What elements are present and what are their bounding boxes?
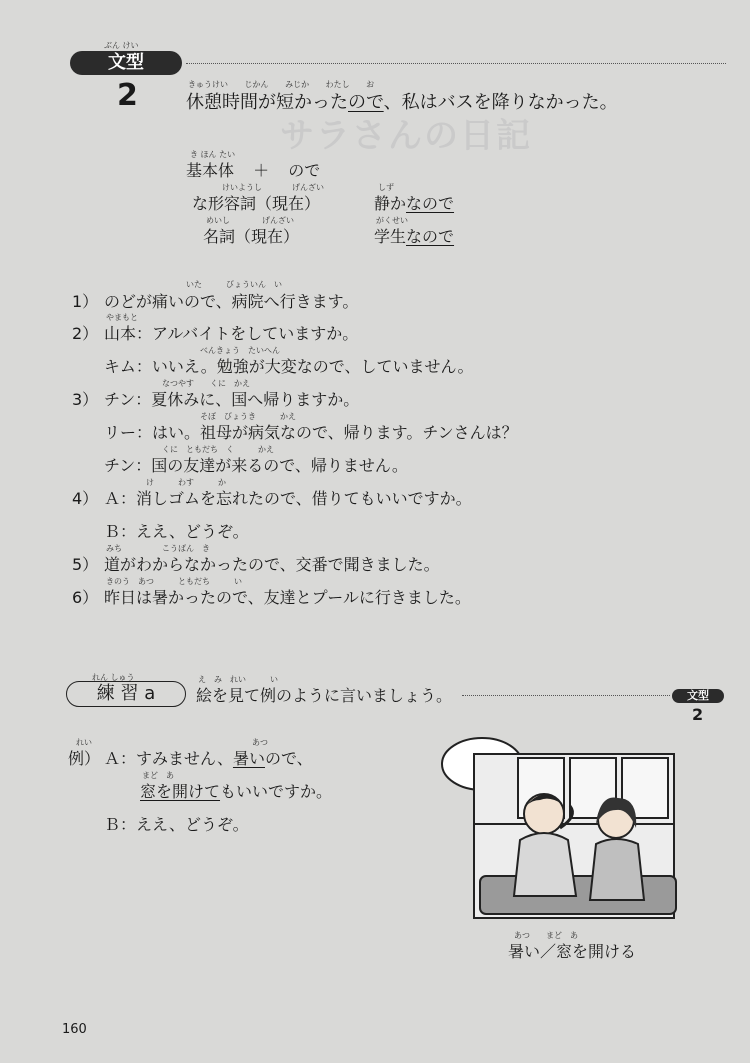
caption-ruby: あつ まど あ [514, 931, 578, 940]
noun-ruby: めいし [206, 216, 230, 225]
example-ruby: べんきょう たいへん [200, 346, 280, 355]
pattern-ruby: きゅうけい じかん みじか わたし お [188, 80, 375, 89]
pattern-sentence [186, 88, 618, 114]
pattern-sentence-node: ので [348, 92, 384, 113]
example-text: 道がわからなかったので、交番で聞きました。 [104, 555, 440, 574]
page-number: 160 [62, 1022, 87, 1037]
side-badge: 文型 [672, 689, 724, 703]
practice-instruction: 絵を見て例のように言いましょう。 [196, 686, 453, 705]
na-adj-ruby2: げんざい [292, 183, 324, 192]
rei-line2-text: もいいですか。 [220, 782, 333, 801]
example-num: 5） [72, 555, 99, 574]
grammar-base-ruby: き ほん たい [190, 150, 236, 159]
na-adj-label [192, 191, 320, 214]
na-adj-ruby: けいようし [222, 183, 262, 192]
example-text: 山本：アルバイトをしていますか。 [104, 324, 359, 343]
na-adj-tense: （現在） [256, 194, 321, 213]
example-num: 6） [72, 588, 99, 607]
example-num: 1） [72, 292, 99, 311]
example-text: チン：夏休みに、国へ帰りますか。 [104, 390, 360, 409]
noun-example-ruby: がくせい [376, 216, 408, 225]
section-badge-ruby: ぶん けい [104, 41, 139, 50]
grammar-base-row [186, 158, 320, 181]
example-ruby: くに ともだち く かえ [162, 445, 274, 454]
example-num: 2） [72, 324, 99, 343]
rei-line1-text: ので、 [264, 749, 313, 768]
noun-term: 名詞 [203, 227, 236, 246]
rei-ruby: れい [76, 738, 92, 747]
na-adj-example-ruby: しず [378, 183, 394, 192]
rei-line2-ruby: まど あ [142, 771, 174, 780]
rei-line1-underlined: 暑い [232, 749, 265, 768]
example-ruby: なつやす くに かえ [162, 379, 250, 388]
section-badge: 文型 [70, 51, 182, 75]
rei-line1-ruby: あつ [252, 738, 268, 747]
grammar-plus: ＋ [253, 161, 270, 180]
example-ruby: みち こうばん き [106, 544, 210, 553]
example-text: Ｂ：ええ、どうぞ。 [104, 522, 249, 541]
example-ruby: やまもと [106, 313, 138, 322]
example-text: Ａ：消しゴムを忘れたので、借りてもいいですか。 [104, 489, 472, 508]
grammar-base: 基本体 [186, 161, 235, 180]
man-figure-icon [524, 794, 564, 834]
example-ruby: そぼ びょうき かえ [200, 412, 296, 421]
example-ruby: け わす か [146, 478, 226, 487]
pattern-sentence-part: 、私はバスを降りなかった。 [383, 92, 618, 113]
example-text: 昨日は暑かったので、友達とプールに行きました。 [104, 588, 471, 607]
practice-ruby: れん しゅう [92, 673, 135, 682]
rei-line2 [140, 779, 332, 802]
noun-example-node: なので [406, 227, 455, 246]
rei-line2-underlined: 窓を開けて [140, 782, 221, 801]
practice-label: 練 習 a [66, 681, 186, 707]
example-text: キム：いいえ。勉強が大変なので、していません。 [104, 357, 474, 376]
noun-example [374, 224, 454, 247]
example-num: 3） [72, 390, 99, 409]
example-text: チン：国の友達が来るので、帰りません。 [104, 456, 408, 475]
example-num: 4） [72, 489, 99, 508]
side-badge-number: 2 [692, 705, 704, 724]
pattern-sentence-part: 休憩時間が短かった [186, 92, 348, 113]
example-ruby: きのう あつ ともだち い [106, 577, 242, 586]
practice-instruction-ruby: え み れい い [198, 675, 278, 684]
practice-dotted-rule [462, 695, 670, 696]
section-dotted-rule [186, 63, 726, 64]
noun-tense: （現在） [235, 227, 300, 246]
na-adj-example-node: なので [406, 194, 455, 213]
illustration-caption: 暑い／窓を開ける [508, 942, 637, 961]
rei-label: 例） [68, 749, 101, 768]
rei-line3: Ｂ：ええ、どうぞ。 [104, 815, 249, 834]
rei-line1-text: Ａ：すみません、 [104, 749, 233, 768]
grammar-node: ので [288, 161, 321, 180]
na-adj-example [374, 191, 454, 214]
noun-label [203, 224, 299, 247]
pattern-number: 2 [117, 78, 138, 113]
rei-line1 [104, 746, 313, 769]
na-adj-term: な形容詞 [192, 194, 257, 213]
example-ruby: いた びょういん い [186, 280, 282, 289]
noun-ruby2: げんざい [262, 216, 294, 225]
train-illustration [440, 728, 700, 924]
example-text: リー：はい。祖母が病気なので、帰ります。チンさんは？ [104, 423, 518, 442]
example-text: のどが痛いので、病院へ行きます。 [104, 292, 359, 311]
noun-example-word: 学生 [374, 227, 407, 246]
na-adj-example-word: 静か [374, 194, 407, 213]
bleed-through-text: サラさんの日記 [280, 116, 532, 156]
